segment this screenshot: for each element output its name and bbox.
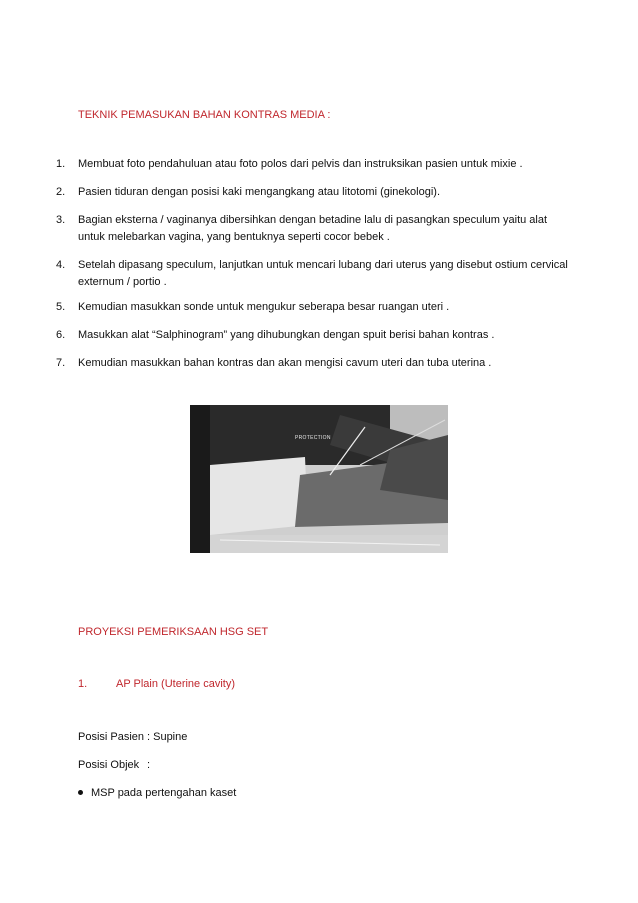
posisi-objek-label: Posisi Objek	[78, 759, 140, 771]
list-item	[56, 327, 576, 344]
list-item-number: 1.	[56, 158, 66, 170]
list-item-text: Pasien tiduran dengan posisi kaki mengangkang atau litotomi (ginekologi).	[78, 186, 441, 198]
posisi-pasien-label: Posisi Pasien	[78, 731, 145, 743]
list-item	[56, 299, 576, 316]
list-item-text: Setelah dipasang speculum, lanjutkan untuk mencari lubang dari uterus yang disebut ostium cervical externum / portio .	[78, 259, 568, 288]
list-item-number: 6.	[56, 329, 66, 341]
subsection-number: 1.	[78, 678, 88, 690]
section-title-teknik: TEKNIK PEMASUKAN BAHAN KONTRAS MEDIA :	[78, 109, 331, 121]
list-item-text: Kemudian masukkan bahan kontras dan akan mengisi cavum uteri dan tuba uterina .	[78, 357, 492, 369]
list-item	[56, 184, 576, 201]
list-item-text: Kemudian masukkan sonde untuk mengukur seberapa besar ruangan uteri .	[78, 301, 450, 313]
list-item-number: 4.	[56, 259, 66, 271]
list-item-number: 3.	[56, 214, 66, 226]
procedure-photo-graphic	[190, 405, 448, 553]
list-item-number: 2.	[56, 186, 66, 198]
photo-label: PROTECTION	[295, 435, 331, 441]
subsection-title: AP Plain (Uterine cavity)	[116, 678, 236, 690]
list-item	[56, 212, 576, 246]
list-item-text: Bagian eksterna / vaginanya dibersihkan dengan betadine lalu di pasangkan speculum yaitu alat untuk melebarkan vagina, yang bentuknya seperti cocor bebek .	[78, 214, 548, 243]
list-item	[56, 355, 576, 372]
bullet-item-text: MSP pada pertengahan kaset	[91, 787, 237, 799]
list-item-number: 7.	[56, 357, 66, 369]
list-item	[56, 257, 576, 291]
procedure-photo	[190, 405, 448, 553]
bullet-icon	[78, 790, 83, 795]
list-item-number: 5.	[56, 301, 66, 313]
list-item-text: Membuat foto pendahuluan atau foto polos dari pelvis dan instruksikan pasien untuk mixie .	[78, 158, 523, 170]
list-item-text: Masukkan alat “Salphinogram” yang dihubungkan dengan spuit berisi bahan kontras .	[78, 329, 495, 341]
list-item	[56, 156, 576, 173]
bullet-item	[78, 786, 236, 801]
posisi-pasien-value: : Supine	[147, 731, 188, 743]
section-title-proyeksi: PROYEKSI PEMERIKSAAN HSG SET	[78, 626, 269, 638]
posisi-objek-value: :	[147, 759, 151, 771]
